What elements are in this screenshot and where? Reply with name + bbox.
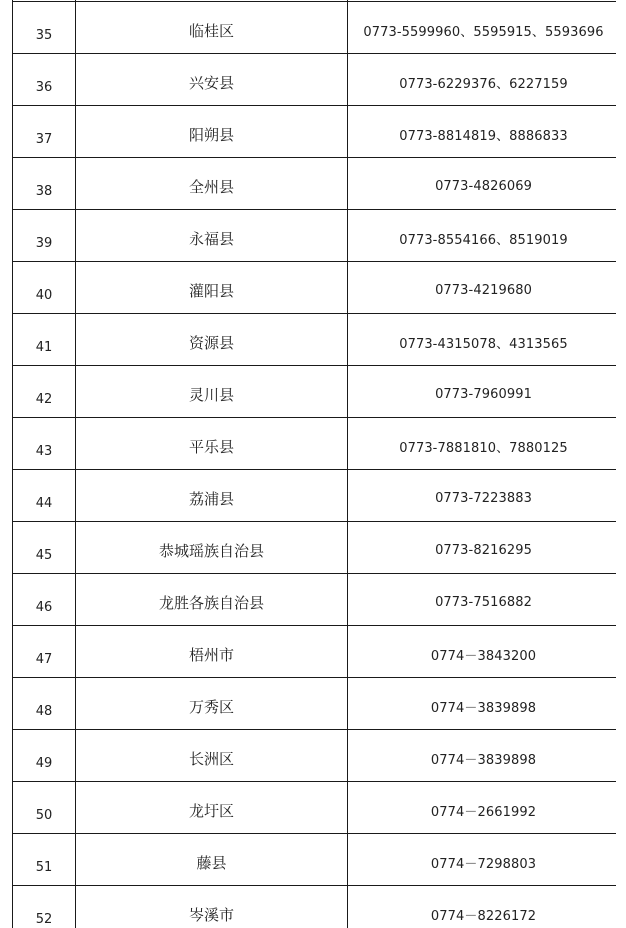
table-row bbox=[13, 470, 617, 522]
phone-cell: 0774－3843200 bbox=[348, 626, 617, 678]
row-number-cell: 39 bbox=[13, 210, 76, 262]
contact-table bbox=[12, 0, 616, 928]
phone-cell: 0774－7298803 bbox=[348, 834, 617, 886]
row-number-cell: 44 bbox=[13, 470, 76, 522]
phone-cell: 0774－2661992 bbox=[348, 782, 617, 834]
row-number-cell: 46 bbox=[13, 574, 76, 626]
phone-cell: 0773-5599960、5595915、5593696 bbox=[348, 2, 617, 54]
table-row bbox=[13, 314, 617, 366]
table-row bbox=[13, 886, 617, 928]
row-number-cell: 49 bbox=[13, 730, 76, 782]
row-number-cell: 43 bbox=[13, 418, 76, 470]
area-cell: 平乐县 bbox=[76, 418, 348, 470]
area-cell: 长洲区 bbox=[76, 730, 348, 782]
phone-cell: 0773-4826069 bbox=[348, 158, 617, 210]
table-row bbox=[13, 210, 617, 262]
phone-cell: 0773-4219680 bbox=[348, 262, 617, 314]
table-row bbox=[13, 522, 617, 574]
row-number-cell: 42 bbox=[13, 366, 76, 418]
table-row bbox=[13, 782, 617, 834]
row-number-cell: 50 bbox=[13, 782, 76, 834]
row-number-cell: 51 bbox=[13, 834, 76, 886]
table-row bbox=[13, 106, 617, 158]
table-row bbox=[13, 262, 617, 314]
row-number-cell: 35 bbox=[13, 2, 76, 54]
phone-cell: 0773-7516882 bbox=[348, 574, 617, 626]
area-cell: 荔浦县 bbox=[76, 470, 348, 522]
table-row bbox=[13, 626, 617, 678]
contact-table-sheet bbox=[12, 0, 616, 928]
table-row bbox=[13, 158, 617, 210]
area-cell: 恭城瑶族自治县 bbox=[76, 522, 348, 574]
phone-cell: 0773-8554166、8519019 bbox=[348, 210, 617, 262]
phone-cell: 0774－3839898 bbox=[348, 730, 617, 782]
phone-cell: 0773-7223883 bbox=[348, 470, 617, 522]
row-number-cell: 41 bbox=[13, 314, 76, 366]
area-cell: 龙圩区 bbox=[76, 782, 348, 834]
phone-cell: 0773-7960991 bbox=[348, 366, 617, 418]
row-number-cell: 47 bbox=[13, 626, 76, 678]
area-cell: 龙胜各族自治县 bbox=[76, 574, 348, 626]
table-row bbox=[13, 834, 617, 886]
area-cell: 灵川县 bbox=[76, 366, 348, 418]
row-number-cell: 36 bbox=[13, 54, 76, 106]
table-row bbox=[13, 2, 617, 54]
phone-cell: 0774－8226172 bbox=[348, 886, 617, 928]
phone-cell: 0773-8216295 bbox=[348, 522, 617, 574]
phone-cell: 0773-7881810、7880125 bbox=[348, 418, 617, 470]
area-cell: 灌阳县 bbox=[76, 262, 348, 314]
row-number-cell: 37 bbox=[13, 106, 76, 158]
area-cell: 全州县 bbox=[76, 158, 348, 210]
table-row bbox=[13, 574, 617, 626]
row-number-cell: 52 bbox=[13, 886, 76, 928]
table-row bbox=[13, 54, 617, 106]
table-row bbox=[13, 418, 617, 470]
area-cell: 阳朔县 bbox=[76, 106, 348, 158]
phone-cell: 0773-6229376、6227159 bbox=[348, 54, 617, 106]
area-cell: 万秀区 bbox=[76, 678, 348, 730]
area-cell: 梧州市 bbox=[76, 626, 348, 678]
table-row bbox=[13, 366, 617, 418]
phone-cell: 0774－3839898 bbox=[348, 678, 617, 730]
row-number-cell: 45 bbox=[13, 522, 76, 574]
area-cell: 永福县 bbox=[76, 210, 348, 262]
row-number-cell: 38 bbox=[13, 158, 76, 210]
row-number-cell: 48 bbox=[13, 678, 76, 730]
area-cell: 岑溪市 bbox=[76, 886, 348, 928]
area-cell: 兴安县 bbox=[76, 54, 348, 106]
table-row bbox=[13, 730, 617, 782]
phone-cell: 0773-8814819、8886833 bbox=[348, 106, 617, 158]
area-cell: 资源县 bbox=[76, 314, 348, 366]
table-row bbox=[13, 678, 617, 730]
area-cell: 藤县 bbox=[76, 834, 348, 886]
area-cell: 临桂区 bbox=[76, 2, 348, 54]
phone-cell: 0773-4315078、4313565 bbox=[348, 314, 617, 366]
row-number-cell: 40 bbox=[13, 262, 76, 314]
